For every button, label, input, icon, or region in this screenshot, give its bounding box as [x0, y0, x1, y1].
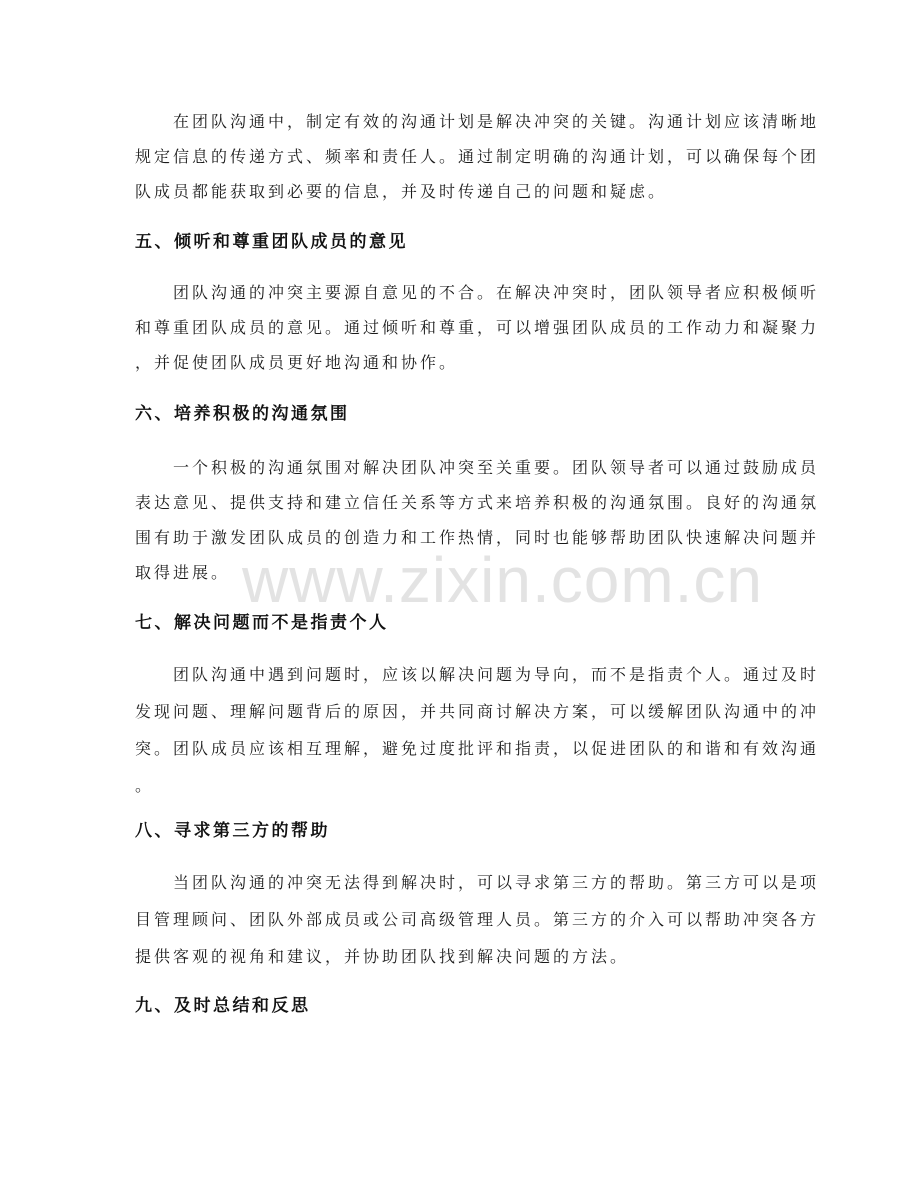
section-heading-7: 七、解决问题而不是指责个人 [135, 613, 389, 633]
paragraph-line: ，并促使团队成员更好地沟通和协作。 [135, 353, 459, 372]
paragraph-line: 取得进展。 [135, 563, 231, 582]
paragraph-section-5 [135, 275, 819, 380]
section-heading-9: 九、及时总结和反思 [135, 996, 311, 1016]
paragraph-line: 队成员都能获取到必要的信息，并及时传递自己的问题和疑虑。 [135, 182, 668, 201]
paragraph-line: 表达意见、提供支持和建立信任关系等方式来培养积极的沟通氛围。良好的沟通氛 [135, 493, 820, 512]
paragraph-line: 和尊重团队成员的意见。通过倾听和尊重，可以增强团队成员的工作动力和凝聚力 [135, 318, 820, 337]
section-heading-8: 八、寻求第三方的帮助 [135, 821, 330, 841]
paragraph-line: 突。团队成员应该相互理解，避免过度批评和指责，以促进团队的和谐和有效沟通 [135, 739, 820, 758]
paragraph-line: 发现问题、理解问题背后的原因，并共同商讨解决方案，可以缓解团队沟通中的冲 [135, 702, 820, 721]
paragraph-line: 围有助于激发团队成员的创造力和工作热情，同时也能够帮助团队快速解决问题并 [135, 528, 820, 547]
watermark: www.zixin.com.cn [242, 544, 763, 616]
paragraph-line: 团队沟通的冲突主要源自意见的不合。在解决冲突时，团队领导者应积极倾听 [173, 283, 820, 302]
paragraph-line: 提供客观的视角和建议，并协助团队找到解决问题的方法。 [135, 947, 630, 966]
paragraph-line: 目管理顾问、团队外部成员或公司高级管理人员。第三方的介入可以帮助冲突各方 [135, 910, 820, 929]
paragraph-communication-plan [135, 104, 819, 209]
paragraph-line: 一个积极的沟通氛围对解决团队冲突至关重要。团队领导者可以通过鼓励成员 [173, 458, 820, 477]
paragraph-section-7 [135, 656, 819, 804]
section-heading-6: 六、培养积极的沟通氛围 [135, 404, 350, 424]
paragraph-line: 当团队沟通的冲突无法得到解决时，可以寻求第三方的帮助。第三方可以是项 [173, 873, 820, 892]
paragraph-line: 规定信息的传递方式、频率和责任人。通过制定明确的沟通计划，可以确保每个团 [135, 147, 820, 166]
paragraph-line: 团队沟通中遇到问题时，应该以解决问题为导向，而不是指责个人。通过及时 [173, 665, 820, 684]
paragraph-section-6 [135, 450, 819, 590]
paragraph-line: 。 [135, 776, 155, 795]
paragraph-section-8 [135, 864, 819, 975]
section-heading-5: 五、倾听和尊重团队成员的意见 [135, 232, 408, 252]
paragraph-line: 在团队沟通中，制定有效的沟通计划是解决冲突的关键。沟通计划应该清晰地 [173, 112, 820, 131]
